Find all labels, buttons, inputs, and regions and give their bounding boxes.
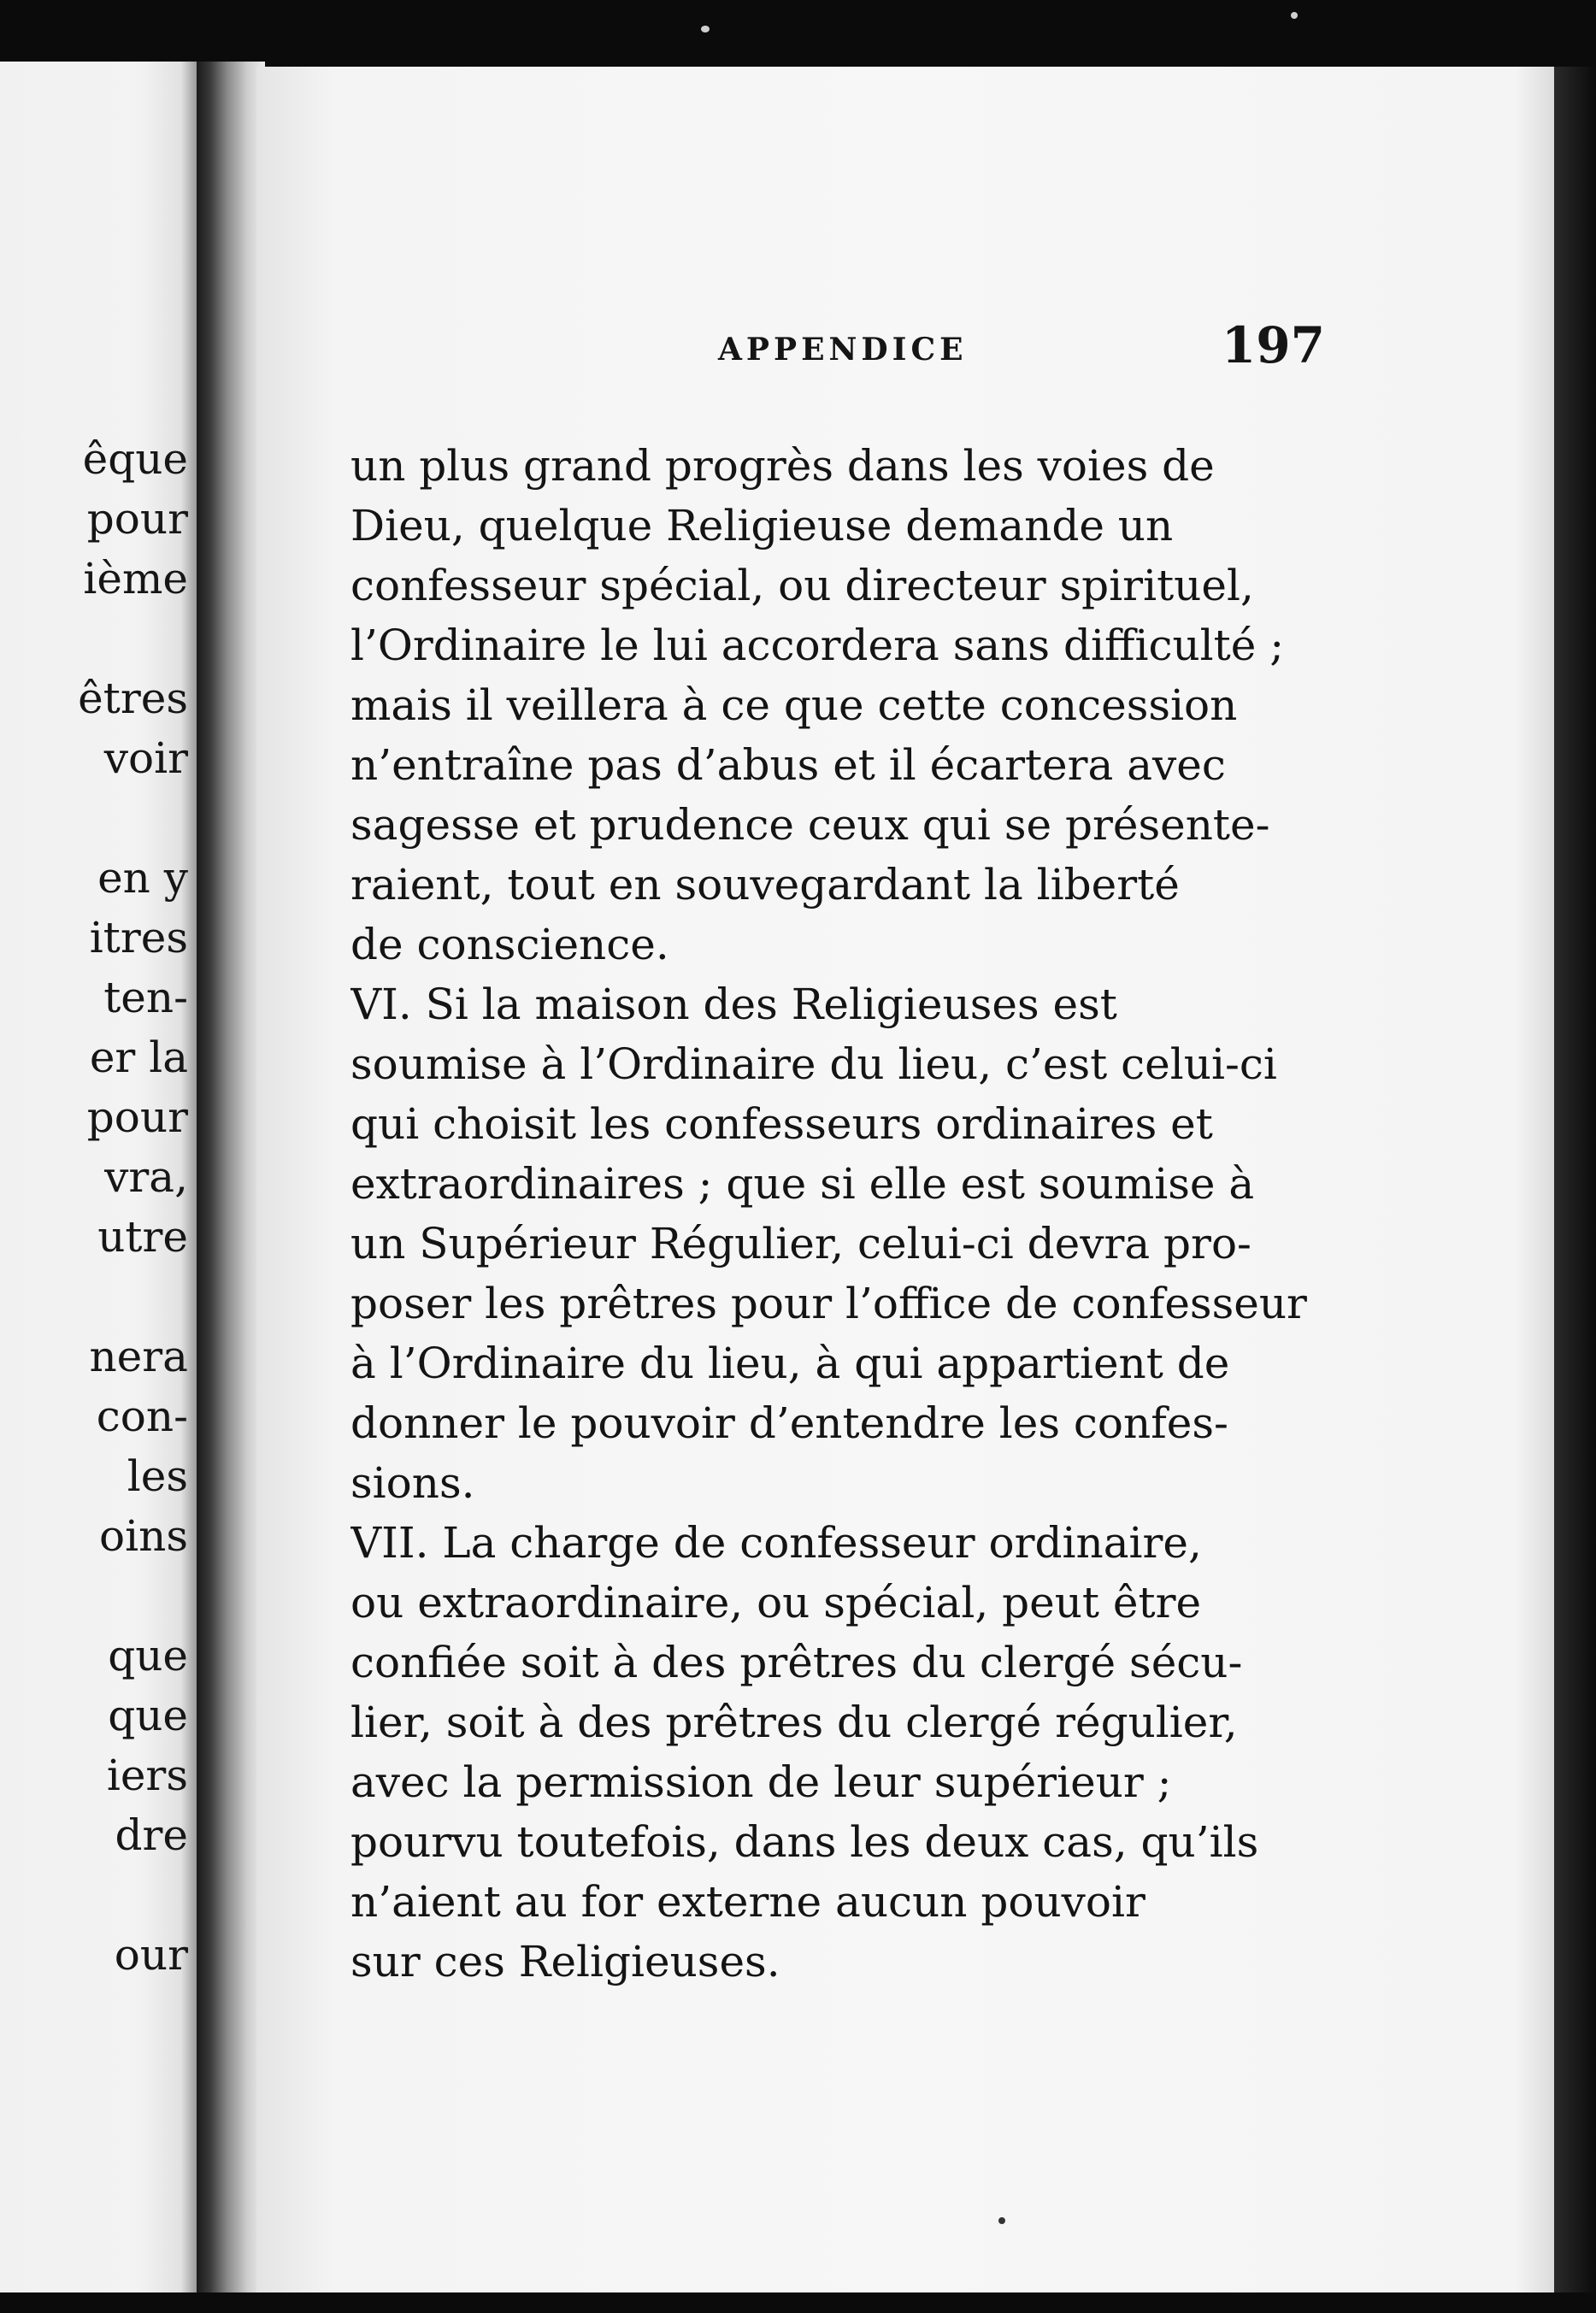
text-line: un Supérieur Régulier, celui-ci devra pro- <box>350 1219 1251 1268</box>
left-page-fragment: nera <box>89 1332 188 1381</box>
text-line: VI. Si la maison des Religieuses est <box>350 980 1117 1029</box>
left-page-fragment: pour <box>86 494 188 544</box>
text-line: confiée soit à des prêtres du clergé sécu- <box>350 1638 1243 1687</box>
text-line: n’aient au for externe aucun pouvoir <box>350 1877 1145 1927</box>
left-page-fragment: our <box>114 1930 188 1980</box>
text-line: à l’Ordinaire du lieu, à qui appartient de <box>350 1339 1230 1388</box>
page-header <box>256 316 1325 385</box>
text-line: n’entraîne pas d’abus et il écartera avec <box>350 740 1226 790</box>
text-line: sions. <box>350 1458 475 1508</box>
text-line: sagesse et prudence ceux qui se présente- <box>350 800 1270 850</box>
text-line: avec la permission de leur supérieur ; <box>350 1757 1172 1807</box>
text-line: confesseur spécial, ou directeur spirituel, <box>350 561 1254 610</box>
left-page-fragment: con- <box>96 1392 188 1441</box>
text-line: raient, tout en souvegardant la liberté <box>350 860 1180 909</box>
left-page-fragment: que <box>108 1631 188 1680</box>
scan-speck <box>998 2217 1005 2224</box>
text-line: poser les prêtres pour l’office de confesseur <box>350 1279 1307 1328</box>
text-line: lier, soit à des prêtres du clergé régulier, <box>350 1698 1238 1747</box>
left-page-fragment: oins <box>99 1511 188 1561</box>
text-line: qui choisit les confesseurs ordinaires et <box>350 1099 1213 1149</box>
left-page-fragment: dre <box>115 1810 188 1860</box>
left-page-fragment: êque <box>82 434 188 484</box>
book-gutter <box>197 62 265 2292</box>
text-line: ou extraordinaire, ou spécial, peut être <box>350 1578 1202 1627</box>
left-page-fragment: itres <box>89 913 188 962</box>
text-line: soumise à l’Ordinaire du lieu, c’est celui-ci <box>350 1039 1277 1089</box>
left-page-fragment: en y <box>97 853 188 903</box>
left-page-fragment: ten- <box>103 973 188 1022</box>
body-text <box>350 436 1325 1992</box>
text-line: VII. La charge de confesseur ordinaire, <box>350 1518 1202 1568</box>
left-page-fragment: vra, <box>104 1152 188 1202</box>
left-page-fragment: utre <box>97 1212 188 1262</box>
text-line: pourvu toutefois, dans les deux cas, qu’ils <box>350 1817 1259 1867</box>
left-page-fragment: voir <box>103 733 188 783</box>
text-line: de conscience. <box>350 920 669 969</box>
left-page-fragment: êtres <box>78 674 188 723</box>
left-page-fragment: pour <box>86 1092 188 1142</box>
text-line: mais il veillera à ce que cette concession <box>350 680 1238 730</box>
scan-speck <box>1291 12 1298 19</box>
text-line: un plus grand progrès dans les voies de <box>350 441 1215 491</box>
text-line: donner le pouvoir d’entendre les confes- <box>350 1398 1228 1448</box>
text-line: l’Ordinaire le lui accordera sans difficulté ; <box>350 621 1285 670</box>
text-line: extraordinaires ; que si elle est soumise à <box>350 1159 1255 1209</box>
left-page-fragment: er la <box>89 1033 188 1082</box>
page-number: 197 <box>1221 316 1325 374</box>
left-page-fragment: les <box>127 1451 188 1501</box>
text-line: Dieu, quelque Religieuse demande un <box>350 501 1174 550</box>
left-page-fragment: que <box>108 1691 188 1740</box>
scan-speck <box>701 26 710 32</box>
right-page-edge <box>1554 67 1596 2292</box>
left-page-fragment: iers <box>106 1751 188 1800</box>
left-page-fragment: ième <box>83 554 188 603</box>
text-line: sur ces Religieuses. <box>350 1937 780 1986</box>
left-facing-page <box>0 62 197 2292</box>
running-title: APPENDICE <box>718 332 968 368</box>
